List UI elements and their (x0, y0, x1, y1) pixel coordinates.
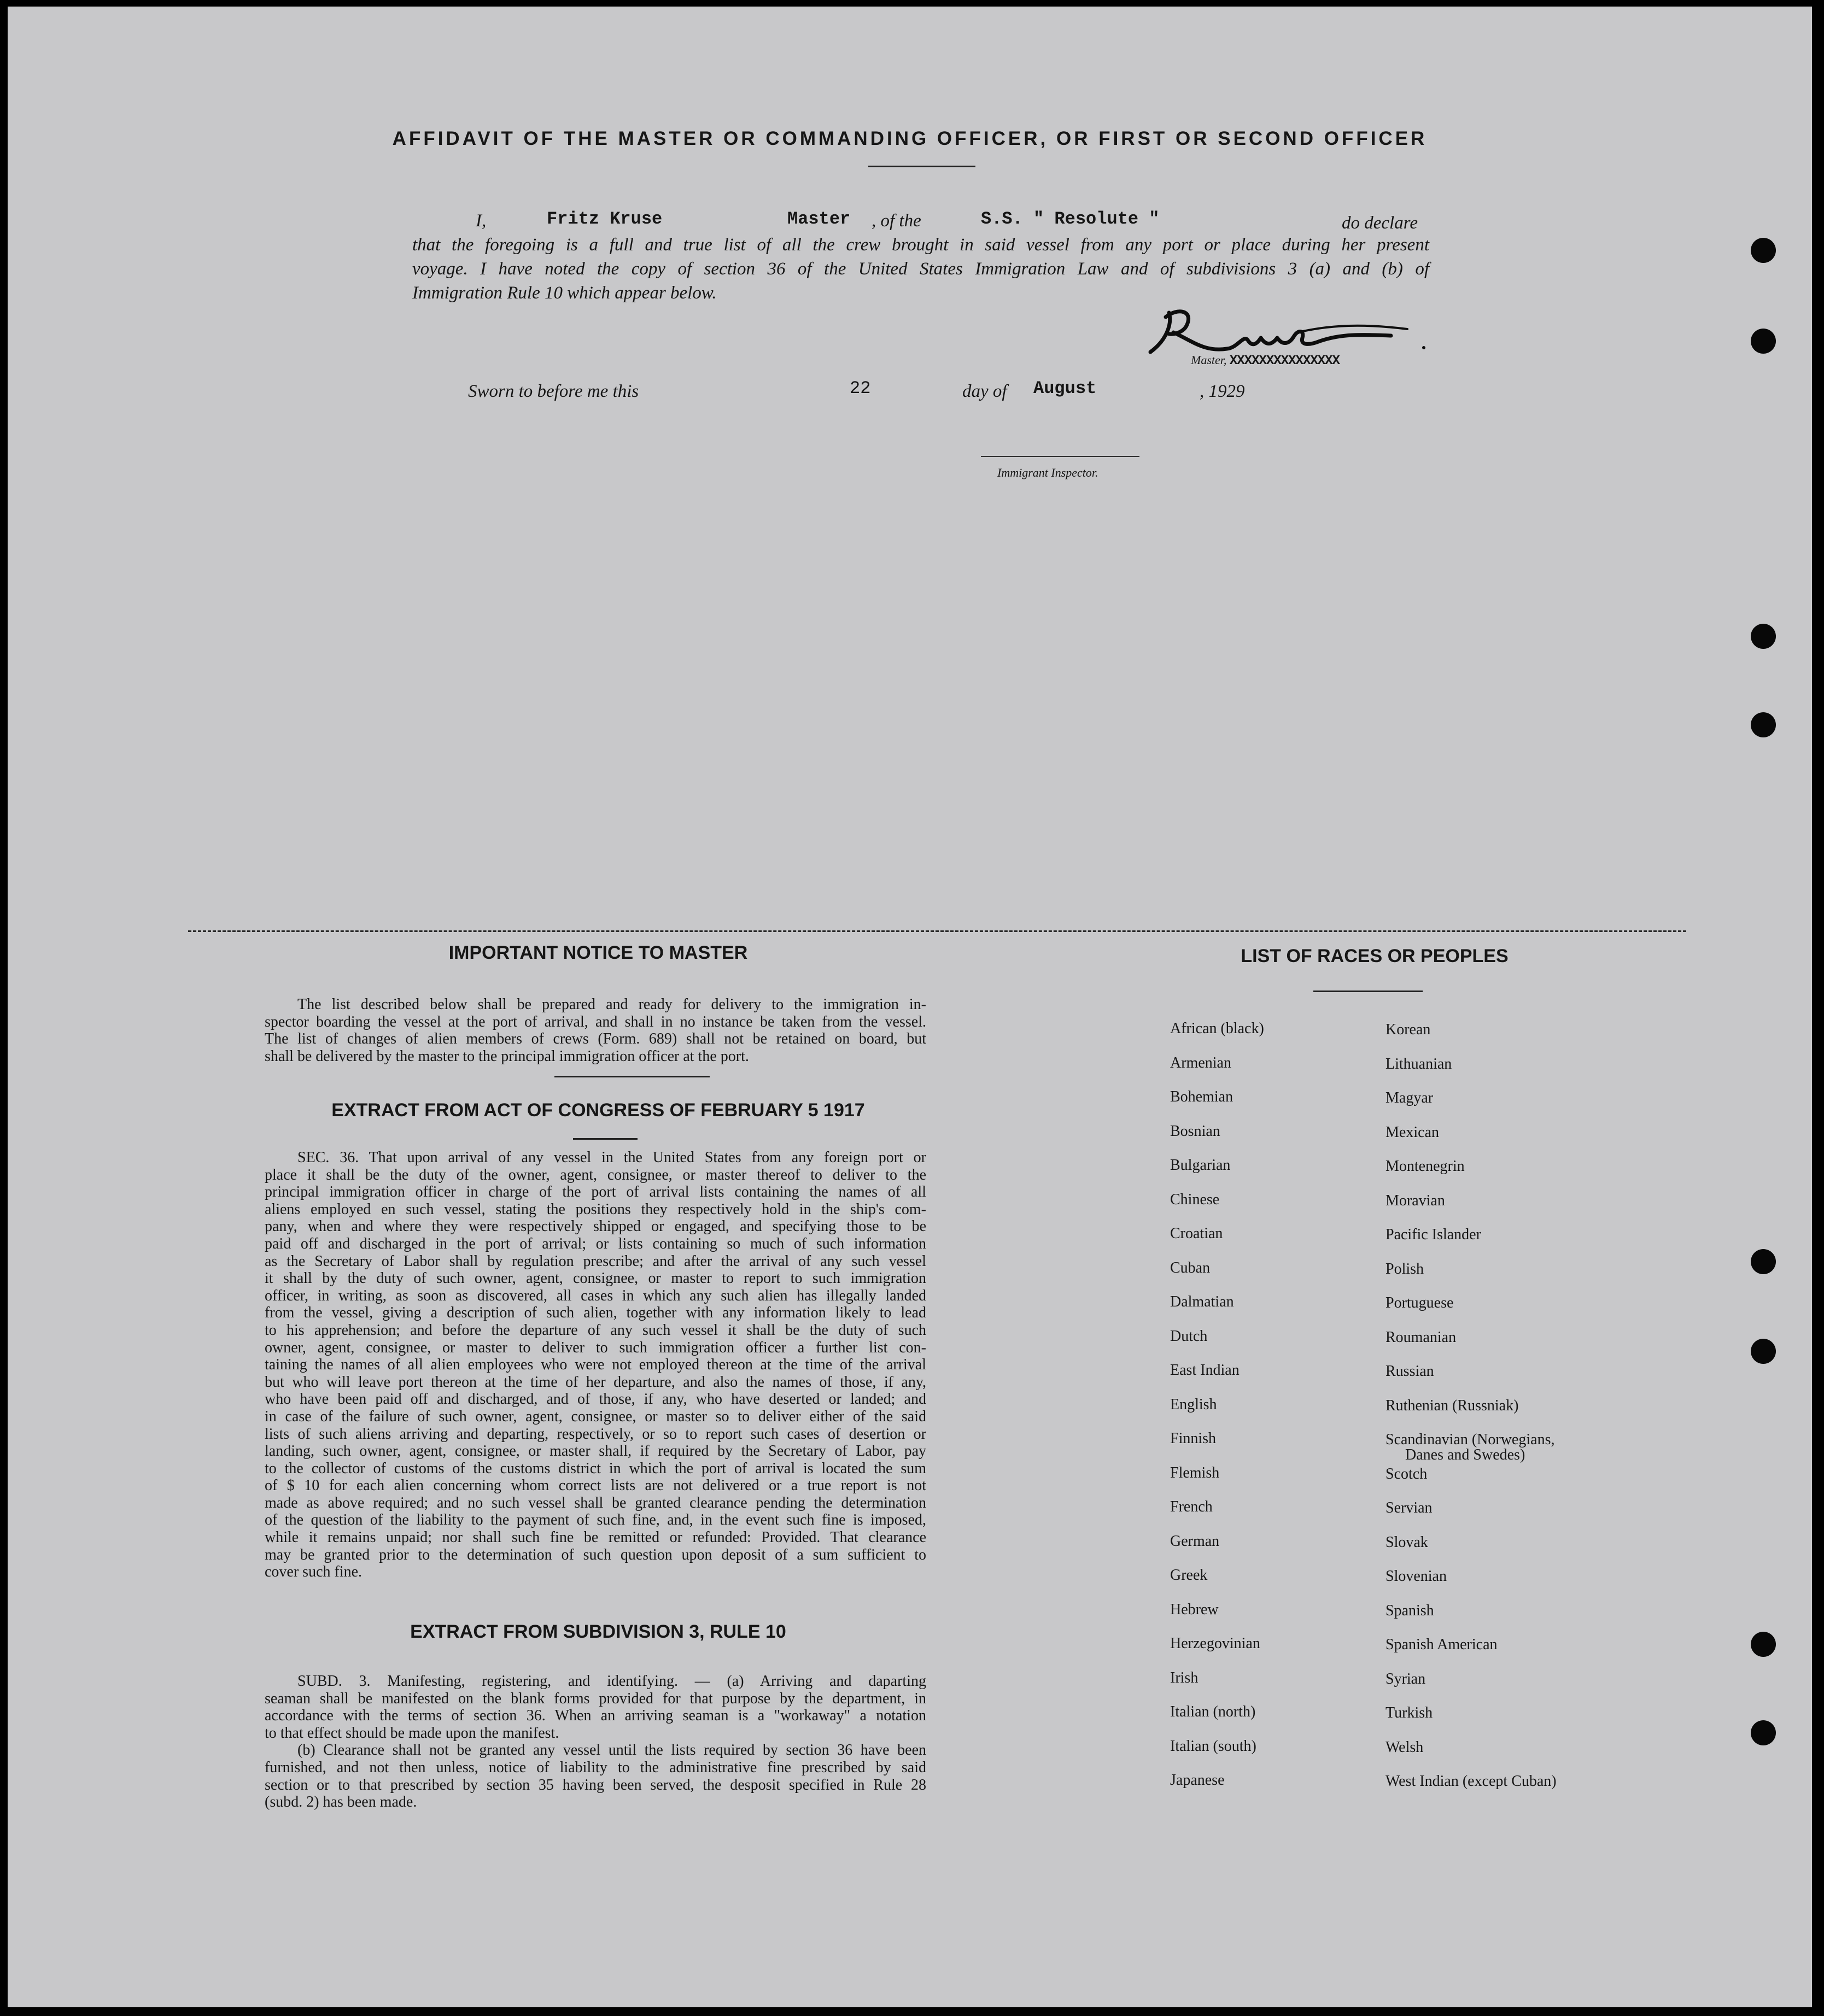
subdivision-line: furnished, and not then unless, notice of liability to the administrative fine prescribed by said (265, 1759, 926, 1776)
race-item: Irish (1170, 1669, 1199, 1686)
act-line: but who will leave port thereon at the time of her departure, and also the names of those, if any, (265, 1373, 926, 1391)
race-item: Syrian (1385, 1671, 1426, 1687)
race-item: Roumanian (1385, 1329, 1457, 1346)
act-line: SEC. 36. That upon arrival of any vessel in the United States from any foreign port or (297, 1149, 926, 1166)
race-item: East Indian (1170, 1362, 1240, 1379)
sworn-year: , 1929 (1200, 382, 1245, 401)
race-item: Dalmatian (1170, 1293, 1234, 1310)
act-line: aliens employed en such vessel, stating the positions they respectively hold in the ship's com- (265, 1200, 926, 1218)
subdivision-line: seaman shall be manifested on the blank forms provided for that purpose by the department, in (265, 1690, 926, 1707)
affidavit-body-line-1: that the foregoing is a full and true list of all the crew brought in said vessel from any port or place during her present (412, 235, 1429, 255)
section-separator (188, 930, 1686, 932)
race-item: Bohemian (1170, 1088, 1233, 1105)
act-line: to the collector of customs of the customs district in which the port of arrival is located the sum (265, 1460, 926, 1477)
act-line: landing, such owner, agent, consignee, or master shall, if required by the Secretary of Labor, pay (265, 1443, 926, 1460)
act-line: pany, when and where they were respectively shipped or engaged, and specifying those to be (265, 1218, 926, 1235)
act-line: paid off and discharged in the port of arrival; or lists containing so much of such information (265, 1235, 926, 1252)
race-item: Pacific Islander (1385, 1226, 1481, 1243)
rank-field: Master (787, 209, 851, 229)
race-item: Armenian (1170, 1054, 1231, 1071)
race-item: Bulgarian (1170, 1157, 1231, 1174)
inspector-caption: Immigrant Inspector. (997, 466, 1098, 479)
race-item: Scandinavian (Norwegians, (1385, 1431, 1555, 1448)
subdivision-line: SUBD. 3. Manifesting, registering, and identifying. — (a) Arriving and daparting (297, 1673, 926, 1690)
race-item: Croatian (1170, 1225, 1223, 1242)
race-item: Slovak (1385, 1534, 1428, 1551)
race-item: Herzegovinian (1170, 1635, 1260, 1652)
race-item: Moravian (1385, 1192, 1445, 1209)
notice-body (265, 996, 926, 1065)
document-page (8, 7, 1812, 2007)
race-item: Portuguese (1385, 1294, 1454, 1311)
sworn-day: 22 (850, 378, 871, 398)
act-line: owner, agent, consignee, or master to deliver to such immigration officer a further list con- (265, 1339, 926, 1356)
notice-line-3: The list of changes of alien members of crews (Form. 689) shall not be retained on board, but (265, 1030, 926, 1048)
notice-line-2: spector boarding the vessel at the port of arrival, and shall in no instance be taken from the vessel. (265, 1013, 926, 1030)
punch-hole (1751, 329, 1776, 354)
race-item: Turkish (1385, 1704, 1433, 1721)
punch-hole (1751, 1720, 1776, 1745)
race-item: Slovenian (1385, 1568, 1447, 1585)
inspector-signature-line (981, 456, 1139, 457)
race-item: Mexican (1385, 1124, 1439, 1141)
race-item: Flemish (1170, 1464, 1220, 1481)
race-item: Scotch (1385, 1466, 1428, 1482)
race-item: German (1170, 1533, 1220, 1550)
affidavit-body-line-3: Immigration Rule 10 which appear below. (412, 283, 717, 303)
struck-title: XXXXXXXXXXXXXXX (1229, 354, 1340, 368)
act-line: principal immigration officer in charge of the port of arrival lists containing the names of all (265, 1183, 926, 1201)
punch-hole (1751, 238, 1776, 263)
race-item: Finnish (1170, 1430, 1217, 1447)
title-rule (868, 166, 975, 167)
subdivision-line: (b) Clearance shall not be granted any vessel until the lists required by section 36 have been (297, 1742, 926, 1759)
punch-hole (1751, 1632, 1776, 1657)
subdivision-line: accordance with the terms of section 36. When an arriving seaman is a "workaway" a notation (265, 1707, 926, 1725)
notice-rule (554, 1076, 710, 1077)
race-item: Montenegrin (1385, 1158, 1465, 1175)
do-declare-label: do declare (1342, 213, 1418, 233)
act-line: while it remains unpaid; nor shall such fine be remitted or refunded: Provided. That clearance (265, 1529, 926, 1546)
act-line: it shall by the duty of such owner, agent, consignee, or master to report to such immigration (265, 1270, 926, 1287)
master-name-field: Fritz Kruse (547, 209, 663, 229)
race-item: French (1170, 1498, 1213, 1515)
act-line: of the question of the liability to the payment of such fine, and, in the event such fine is imposed, (265, 1511, 926, 1529)
race-item: Magyar (1385, 1089, 1434, 1106)
race-item: Servian (1385, 1499, 1433, 1516)
declaration-i: I, (476, 211, 487, 231)
race-item: Japanese (1170, 1772, 1225, 1789)
race-item: African (black) (1170, 1020, 1264, 1037)
punch-hole (1751, 1339, 1776, 1364)
signature-caption (1191, 353, 1340, 368)
race-item-continuation: Danes and Swedes) (1405, 1446, 1525, 1463)
vessel-field: S.S. " Resolute " (981, 209, 1160, 229)
race-item: Spanish (1385, 1602, 1434, 1619)
race-item: Polish (1385, 1261, 1424, 1277)
day-of-label: day of (962, 382, 1007, 401)
subdivision-line: (subd. 2) has been made. (265, 1794, 417, 1811)
subdivision-body (265, 1673, 926, 1811)
race-item: Dutch (1170, 1328, 1208, 1345)
act-line: place it shall be the duty of the owner, agent, consignee, or master thereof to deliver to the (265, 1166, 926, 1183)
race-item: Chinese (1170, 1191, 1220, 1208)
act-line: as the Secretary of Labor shall by regulation prescribe; and after the arrival of any such vessel (265, 1252, 926, 1270)
act-title: EXTRACT FROM ACT OF CONGRESS OF FEBRUARY 5 1917 (331, 1100, 865, 1121)
act-line: who have been paid off and discharged, and of those, if any, who have deserted or landed; and (265, 1391, 926, 1408)
notice-title: IMPORTANT NOTICE TO MASTER (448, 942, 748, 963)
race-item: Cuban (1170, 1259, 1211, 1276)
subdivision-line: section or to that prescribed by section 35 having been served, the desposit specified in Rule 28 (265, 1776, 926, 1794)
signature-caption-label: Master, (1191, 353, 1227, 367)
sworn-month: August (1033, 378, 1097, 398)
punch-hole (1751, 1249, 1776, 1274)
of-the-label: , of the (872, 211, 921, 231)
act-line: of $ 10 for each alien concerning whom correct lists are not delivered or a true report is not (265, 1477, 926, 1495)
race-item: Lithuanian (1385, 1056, 1452, 1073)
affidavit-title: AFFIDAVIT OF THE MASTER OR COMMANDING OFFICER, OR FIRST OR SECOND OFFICER (392, 128, 1428, 149)
notice-line-1: The list described below shall be prepared and ready for delivery to the immigration in- (297, 996, 926, 1013)
act-rule (573, 1138, 638, 1140)
act-line: cover such fine. (265, 1563, 363, 1581)
race-item: Korean (1385, 1021, 1431, 1038)
race-item: Italian (north) (1170, 1703, 1256, 1720)
race-item: English (1170, 1396, 1217, 1413)
act-line: taining the names of all alien employees who were not employed thereon at the time of the arrival (265, 1356, 926, 1374)
races-rule (1313, 991, 1423, 992)
punch-hole (1751, 712, 1776, 737)
race-item: Italian (south) (1170, 1738, 1256, 1755)
race-item: Greek (1170, 1567, 1208, 1584)
subdivision-title: EXTRACT FROM SUBDIVISION 3, RULE 10 (410, 1621, 786, 1642)
act-line: from the vessel, giving a description of such alien, together with any information likely to lead (265, 1304, 926, 1322)
act-line: to his apprehension; and before the departure of any such vessel it shall be the duty of such (265, 1321, 926, 1339)
notice-line-4: shall be delivered by the master to the principal immigration officer at the port. (265, 1047, 749, 1065)
race-item: Russian (1385, 1363, 1434, 1380)
race-item: West Indian (except Cuban) (1385, 1773, 1557, 1790)
act-line: may be granted prior to the determination of such question upon deposit of a sum sufficient to (265, 1546, 926, 1563)
race-item: Hebrew (1170, 1601, 1219, 1618)
race-item: Welsh (1385, 1739, 1424, 1756)
punch-hole (1751, 624, 1776, 649)
affidavit-body-line-2: voyage. I have noted the copy of section 36 of the United States Immigration Law and of subdivisions 3 (a) and (b) of (412, 259, 1429, 279)
act-body (265, 1149, 926, 1581)
race-item: Ruthenian (Russniak) (1385, 1397, 1519, 1414)
subdivision-line: to that effect should be made upon the manifest. (265, 1724, 559, 1742)
act-line: in case of the failure of such owner, agent, consignee, or master so to deliver either of the said (265, 1408, 926, 1425)
act-line: made as above required; and no such vessel shall be granted clearance pending the determination (265, 1494, 926, 1511)
act-line: officer, in writing, as soon as discovered, all cases in which any such alien has illegally landed (265, 1287, 926, 1304)
race-item: Bosnian (1170, 1123, 1220, 1140)
act-line: lists of such aliens arriving and departing, respectively, or so to report such cases of desertion or (265, 1425, 926, 1443)
races-title: LIST OF RACES OR PEOPLES (1241, 946, 1509, 966)
sworn-label: Sworn to before me this (468, 382, 639, 401)
race-item: Spanish American (1385, 1636, 1498, 1653)
